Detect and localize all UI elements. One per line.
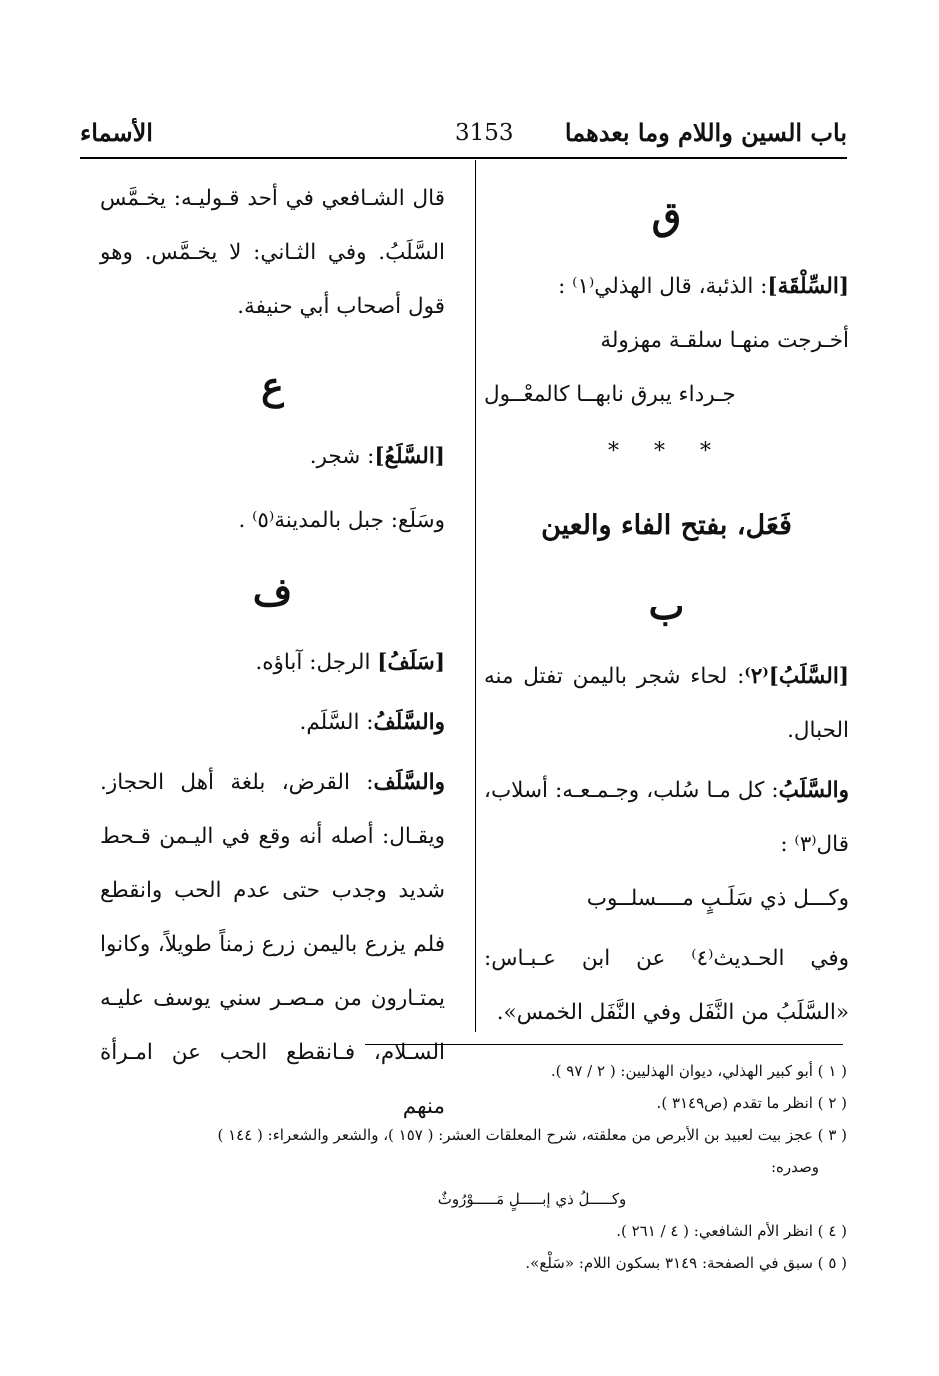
entry-term: والسَّلَف <box>373 770 445 795</box>
letter-heading-fa: ف <box>252 569 293 614</box>
left-column <box>100 172 445 1134</box>
section-title: الأسماء <box>80 118 153 147</box>
right-column <box>484 172 849 1040</box>
section-heading: فَعَل، بفتح الفاء والعين <box>541 510 792 541</box>
verse-line: جـرداء يبرق نابهــا كالمعْــول <box>484 382 736 407</box>
entry-sala <box>100 430 445 484</box>
entry-definition: : لحاء شجر باليمن تفتل منه الحبال. <box>484 664 849 743</box>
header-rule <box>80 157 847 159</box>
footnote-rule <box>365 1044 843 1045</box>
entry-term: [سَلَفُ] <box>377 650 445 675</box>
entry-term: [السِّلْقَة] <box>767 274 849 299</box>
letter-heading-ayn: ع <box>261 363 284 408</box>
entry-definition: : السَّلَم. <box>299 710 374 735</box>
hadith-paragraph: وفي الحـديث⁽٤⁾ عن ابن عـبـاس: «السَّلَبُ من النَّفَل وفي النَّفَل الخمس». <box>484 946 849 1025</box>
page-header <box>80 118 847 158</box>
footnote-5: ( ٥ ) سبق في الصفحة: ٣١٤٩ بسكون اللام: «سَلْع». <box>525 1254 847 1272</box>
footnote-1: ( ١ ) أبو كبير الهذلي، ديوان الهذليين: ( ٢ / ٩٧ ). <box>550 1062 847 1080</box>
entry-term: والسَّلَفُ <box>373 710 445 735</box>
footnote-2: ( ٢ ) انظر ما تقدم (ص٣١٤٩ ). <box>656 1094 847 1112</box>
entry-term: [السَّلَعُ] <box>374 444 445 469</box>
entry-definition: : كل مـا سُلب، وجـمـعـه: أسلاب، قال⁽٣⁾ : <box>484 778 849 857</box>
column-divider <box>475 160 476 1032</box>
entry-salab-1 <box>484 650 849 758</box>
verse-line: أخـرجت منهـا سلقـة مهزولة <box>600 328 849 353</box>
shafii-paragraph: قال الشـافعي في أحد قـوليـه: يخـمَّس السَّلَبُ. وفي الثـاني: لا يخـمَّس. وهو قول أصحاب أبي حنيفة. <box>100 186 445 319</box>
entry-definition: : الذئبة، قال الهذلي⁽١⁾ : <box>558 274 768 299</box>
entry-term: [السَّلَبُ]⁽٢⁾ <box>744 664 849 689</box>
entry-sal: وسَلَع: جبل بالمدينة⁽٥⁾ . <box>238 508 445 533</box>
letter-heading-qaf: ق <box>651 193 682 238</box>
footnote-3-verse: وكـــــلُ ذي إبـــــلٍ مَـــــوْرُوثٌ <box>437 1190 627 1208</box>
footnote-3-continuation: وصدره: <box>770 1158 819 1176</box>
entry-definition: : شجر. <box>309 444 375 469</box>
entry-salqa <box>484 260 849 314</box>
section-separator: * * * <box>608 439 725 464</box>
chapter-title: باب السين واللام وما بعدهما <box>564 118 847 147</box>
footnote-3: ( ٣ ) عجز بيت لعبيد بن الأبرص من معلقته، شرح المعلقات العشر: ( ١٥٧ )، والشعر والشعراء: ( ١٤٤ ) <box>217 1126 847 1144</box>
verse-line: وكـــل ذي سَلَـبٍ مــــسلــوب <box>586 886 849 911</box>
entry-term: والسَّلَبُ <box>778 778 849 803</box>
entry-definition: الرجل: آباؤه. <box>255 650 378 675</box>
page-number: 3153 <box>455 120 514 146</box>
entry-salaf-2 <box>100 696 445 750</box>
entry-salaf-1 <box>100 636 445 690</box>
entry-salab-2 <box>484 764 849 872</box>
footnotes <box>87 1055 847 1279</box>
letter-heading-ba: ب <box>648 583 685 628</box>
entry-definition: : القرض، بلغة أهل الحجاز. ويقـال: أصله أنه وقع في اليـمن قـحط شديد وجدب حتى عدم الحب وانقطع فلم يزرع باليمن زرع زمناً طويلاً، وكانوا يمتـارون من مـصـر سني يوسف عليـه السـلام، فـانقطع الحب عن امـرأة منهم <box>100 770 445 1119</box>
footnote-4: ( ٤ ) انظر الأم الشافعي: ( ٤ / ٢٦١ ). <box>616 1222 847 1240</box>
